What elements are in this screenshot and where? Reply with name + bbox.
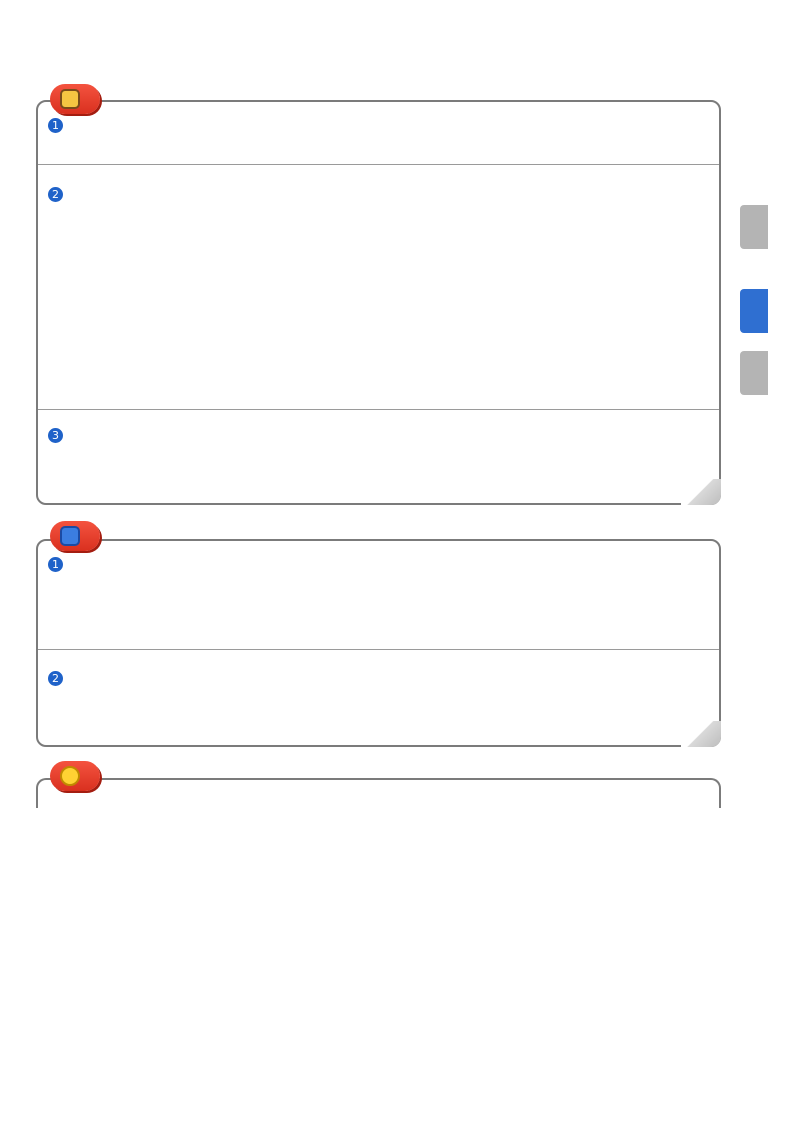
- side-tab-study[interactable]: [740, 205, 768, 249]
- words-box: [36, 539, 721, 747]
- chars-box: [36, 100, 721, 505]
- divider: [38, 409, 719, 410]
- divider: [38, 649, 719, 650]
- pencil-icon: [60, 89, 80, 109]
- poly-label: 3: [48, 427, 65, 445]
- side-tab-expand[interactable]: [740, 289, 768, 333]
- accum-banner: [50, 761, 100, 791]
- match-line: 1: [48, 556, 79, 574]
- words-banner: [50, 521, 100, 551]
- page-curl: [681, 479, 721, 505]
- side-tab-feedback[interactable]: [740, 351, 768, 395]
- accum-line: 2: [48, 670, 79, 688]
- chars-banner: [50, 84, 100, 114]
- robot-icon: [60, 526, 80, 546]
- divider: [38, 164, 719, 165]
- accum-box: [36, 778, 721, 808]
- page-curl: [681, 721, 721, 747]
- easy-label: 1: [48, 117, 65, 135]
- smiley-icon: [60, 766, 80, 786]
- key-label: 2: [48, 186, 65, 204]
